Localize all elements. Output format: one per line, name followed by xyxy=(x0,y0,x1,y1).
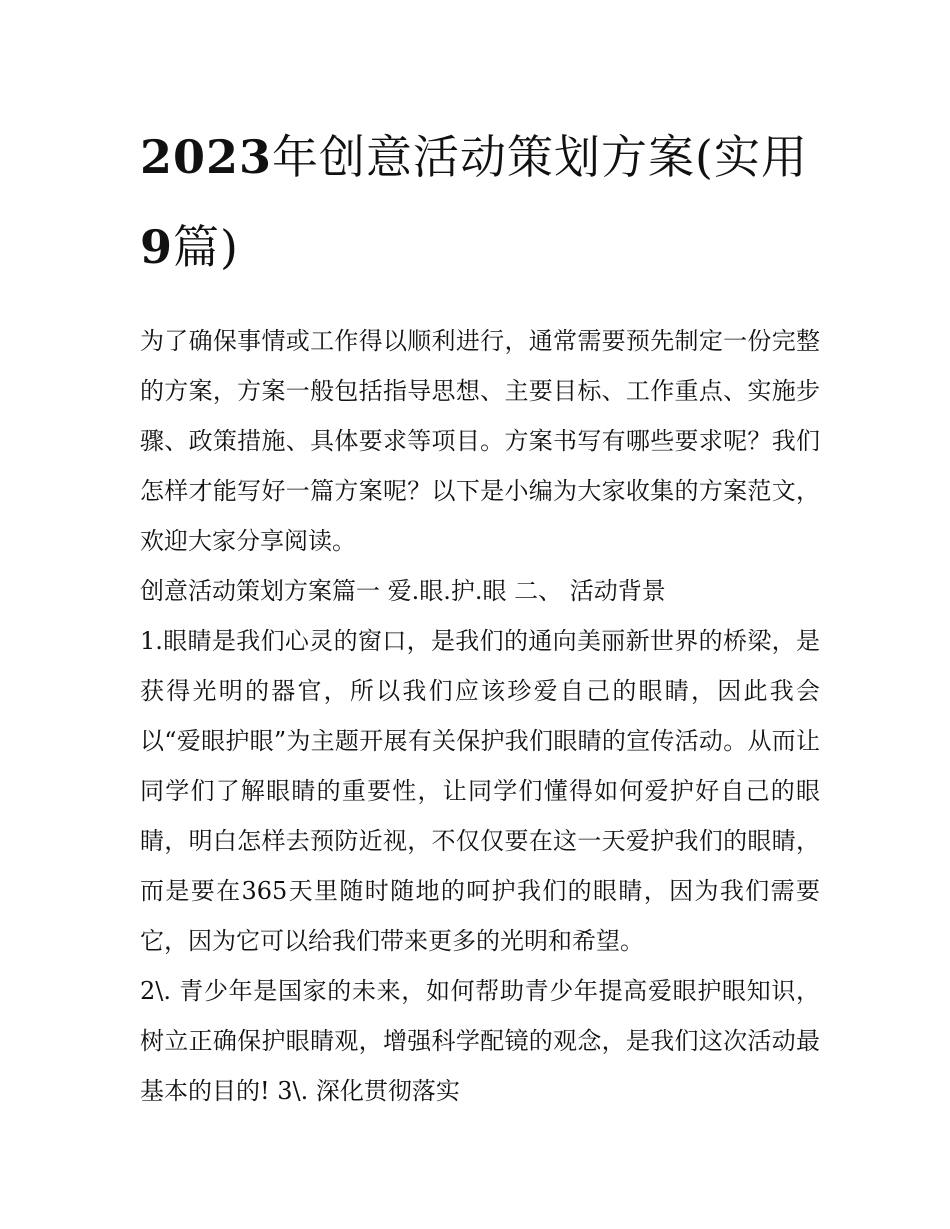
intro-paragraph: 为了确保事情或工作得以顺利进行，通常需要预先制定一份完整的方案，方案一般包括指导思想、主要目标、工作重点、实施步骤、政策措施、具体要求等项目。方案书写有哪些要求呢？我们怎样才能写好一篇方案呢？以下是小编为大家收集的方案范文，欢迎大家分享阅读。 xyxy=(140,327,820,555)
background-paragraph-1: 1.眼睛是我们心灵的窗口，是我们的通向美丽新世界的桥梁，是获得光明的器官，所以我们应该珍爱自己的眼睛，因此我会以“爱眼护眼”为主题开展有关保护我们眼睛的宣传活动。从而让同学们了解眼睛的重要性，让同学们懂得如何爱护好自己的眼睛，明白怎样去预防近视，不仅仅要在这一天爱护我们的眼睛，而是要在365天里随时随地的呵护我们的眼睛，因为我们需要它，因为它可以给我们带来更多的光明和希望。 xyxy=(140,627,820,955)
title-year: 2023 xyxy=(140,130,273,184)
title-text: 年创意活动策划方案(实用 xyxy=(272,130,808,184)
title-suffix: 篇) xyxy=(173,220,239,274)
title-count: 9 xyxy=(140,220,174,274)
document-title xyxy=(140,112,820,292)
background-paragraph-2: 2\. 青少年是国家的未来，如何帮助青少年提高爱眼护眼知识，树立正确保护眼睛观，增强科学配镜的观念，是我们这次活动最基本的目的! 3\. 深化贯彻落实 xyxy=(140,977,820,1105)
section-heading: 创意活动策划方案篇一 爱.眼.护.眼 二、 活动背景 xyxy=(140,577,666,605)
document-page xyxy=(140,112,820,1116)
